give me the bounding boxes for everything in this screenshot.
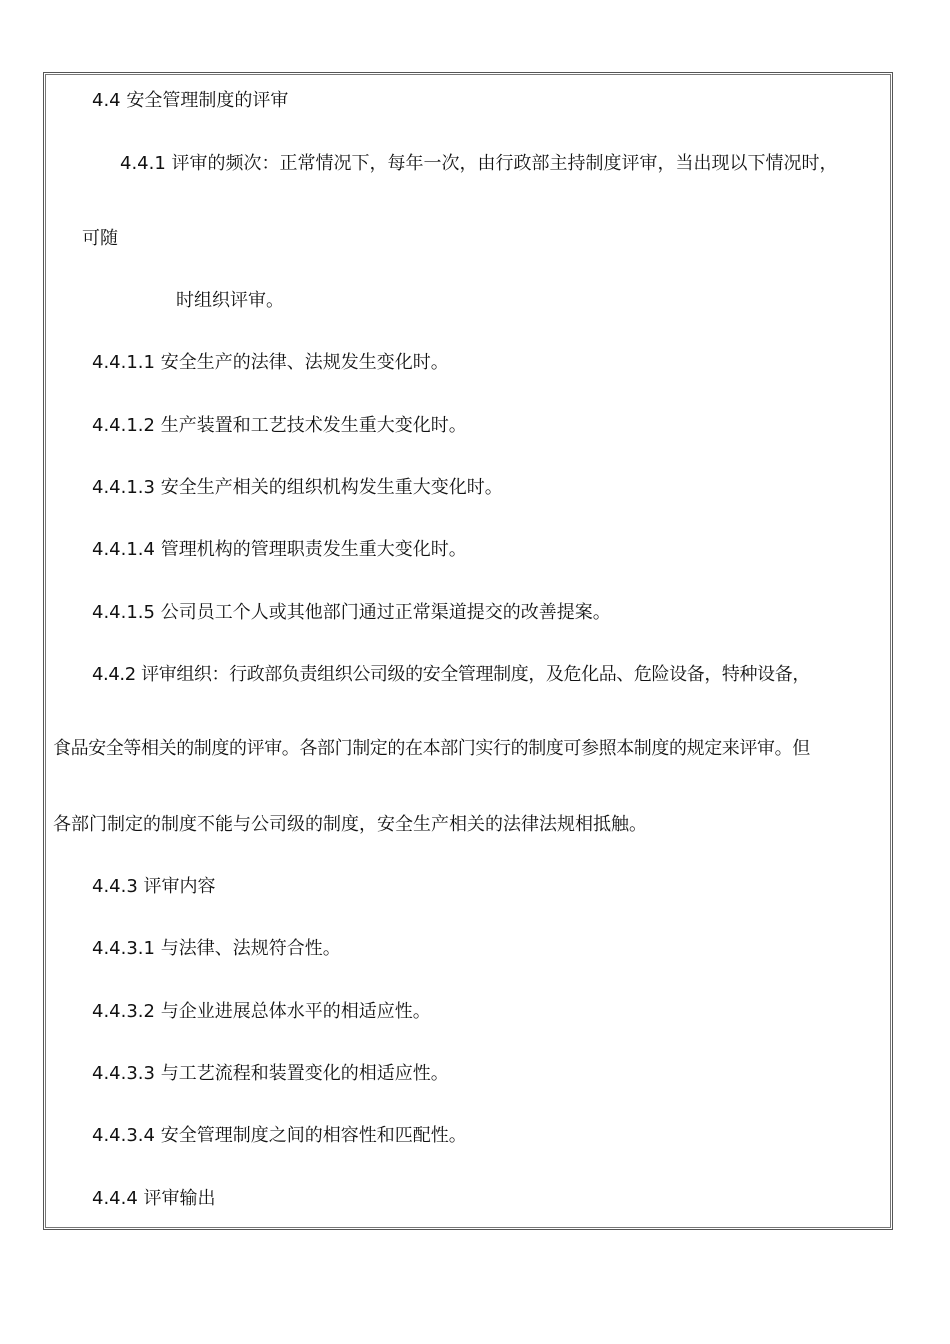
heading-4-4-4: 4.4.4 评审输出 [92, 1188, 216, 1209]
paragraph-4-4-2-line3: 各部门制定的制度不能与公司级的制度，安全生产相关的法律法规相抵触。 [53, 814, 647, 835]
paragraph-4-4-2-line1: 4.4.2 评审组织：行政部负责组织公司级的安全管理制度，及危化品、危险设备，特种设备， [92, 664, 810, 685]
paragraph-4-4-1-line3: 时组织评审。 [176, 290, 284, 311]
item-4-4-3-1: 4.4.3.1 与法律、法规符合性。 [92, 938, 341, 959]
document-frame [43, 72, 893, 1230]
item-4-4-1-3: 4.4.1.3 安全生产相关的组织机构发生重大变化时。 [92, 477, 503, 498]
item-4-4-3-2: 4.4.3.2 与企业进展总体水平的相适应性。 [92, 1001, 431, 1022]
item-4-4-3-3: 4.4.3.3 与工艺流程和装置变化的相适应性。 [92, 1063, 449, 1084]
paragraph-4-4-1-line1: 4.4.1 评审的频次：正常情况下，每年一次，由行政部主持制度评审，当出现以下情况时， [120, 153, 838, 174]
item-4-4-1-4: 4.4.1.4 管理机构的管理职责发生重大变化时。 [92, 539, 467, 560]
paragraph-4-4-2-line2: 食品安全等相关的制度的评审。各部门制定的在本部门实行的制度可参照本制度的规定来评审。但 [53, 738, 810, 759]
item-4-4-3-4: 4.4.3.4 安全管理制度之间的相容性和匹配性。 [92, 1125, 467, 1146]
item-4-4-1-5: 4.4.1.5 公司员工个人或其他部门通过正常渠道提交的改善提案。 [92, 602, 611, 623]
item-4-4-1-2: 4.4.1.2 生产装置和工艺技术发生重大变化时。 [92, 415, 467, 436]
item-4-4-1-1: 4.4.1.1 安全生产的法律、法规发生变化时。 [92, 352, 449, 373]
section-title: 4.4 安全管理制度的评审 [92, 90, 289, 111]
heading-4-4-3: 4.4.3 评审内容 [92, 876, 216, 897]
paragraph-4-4-1-line2: 可随 [82, 228, 118, 249]
